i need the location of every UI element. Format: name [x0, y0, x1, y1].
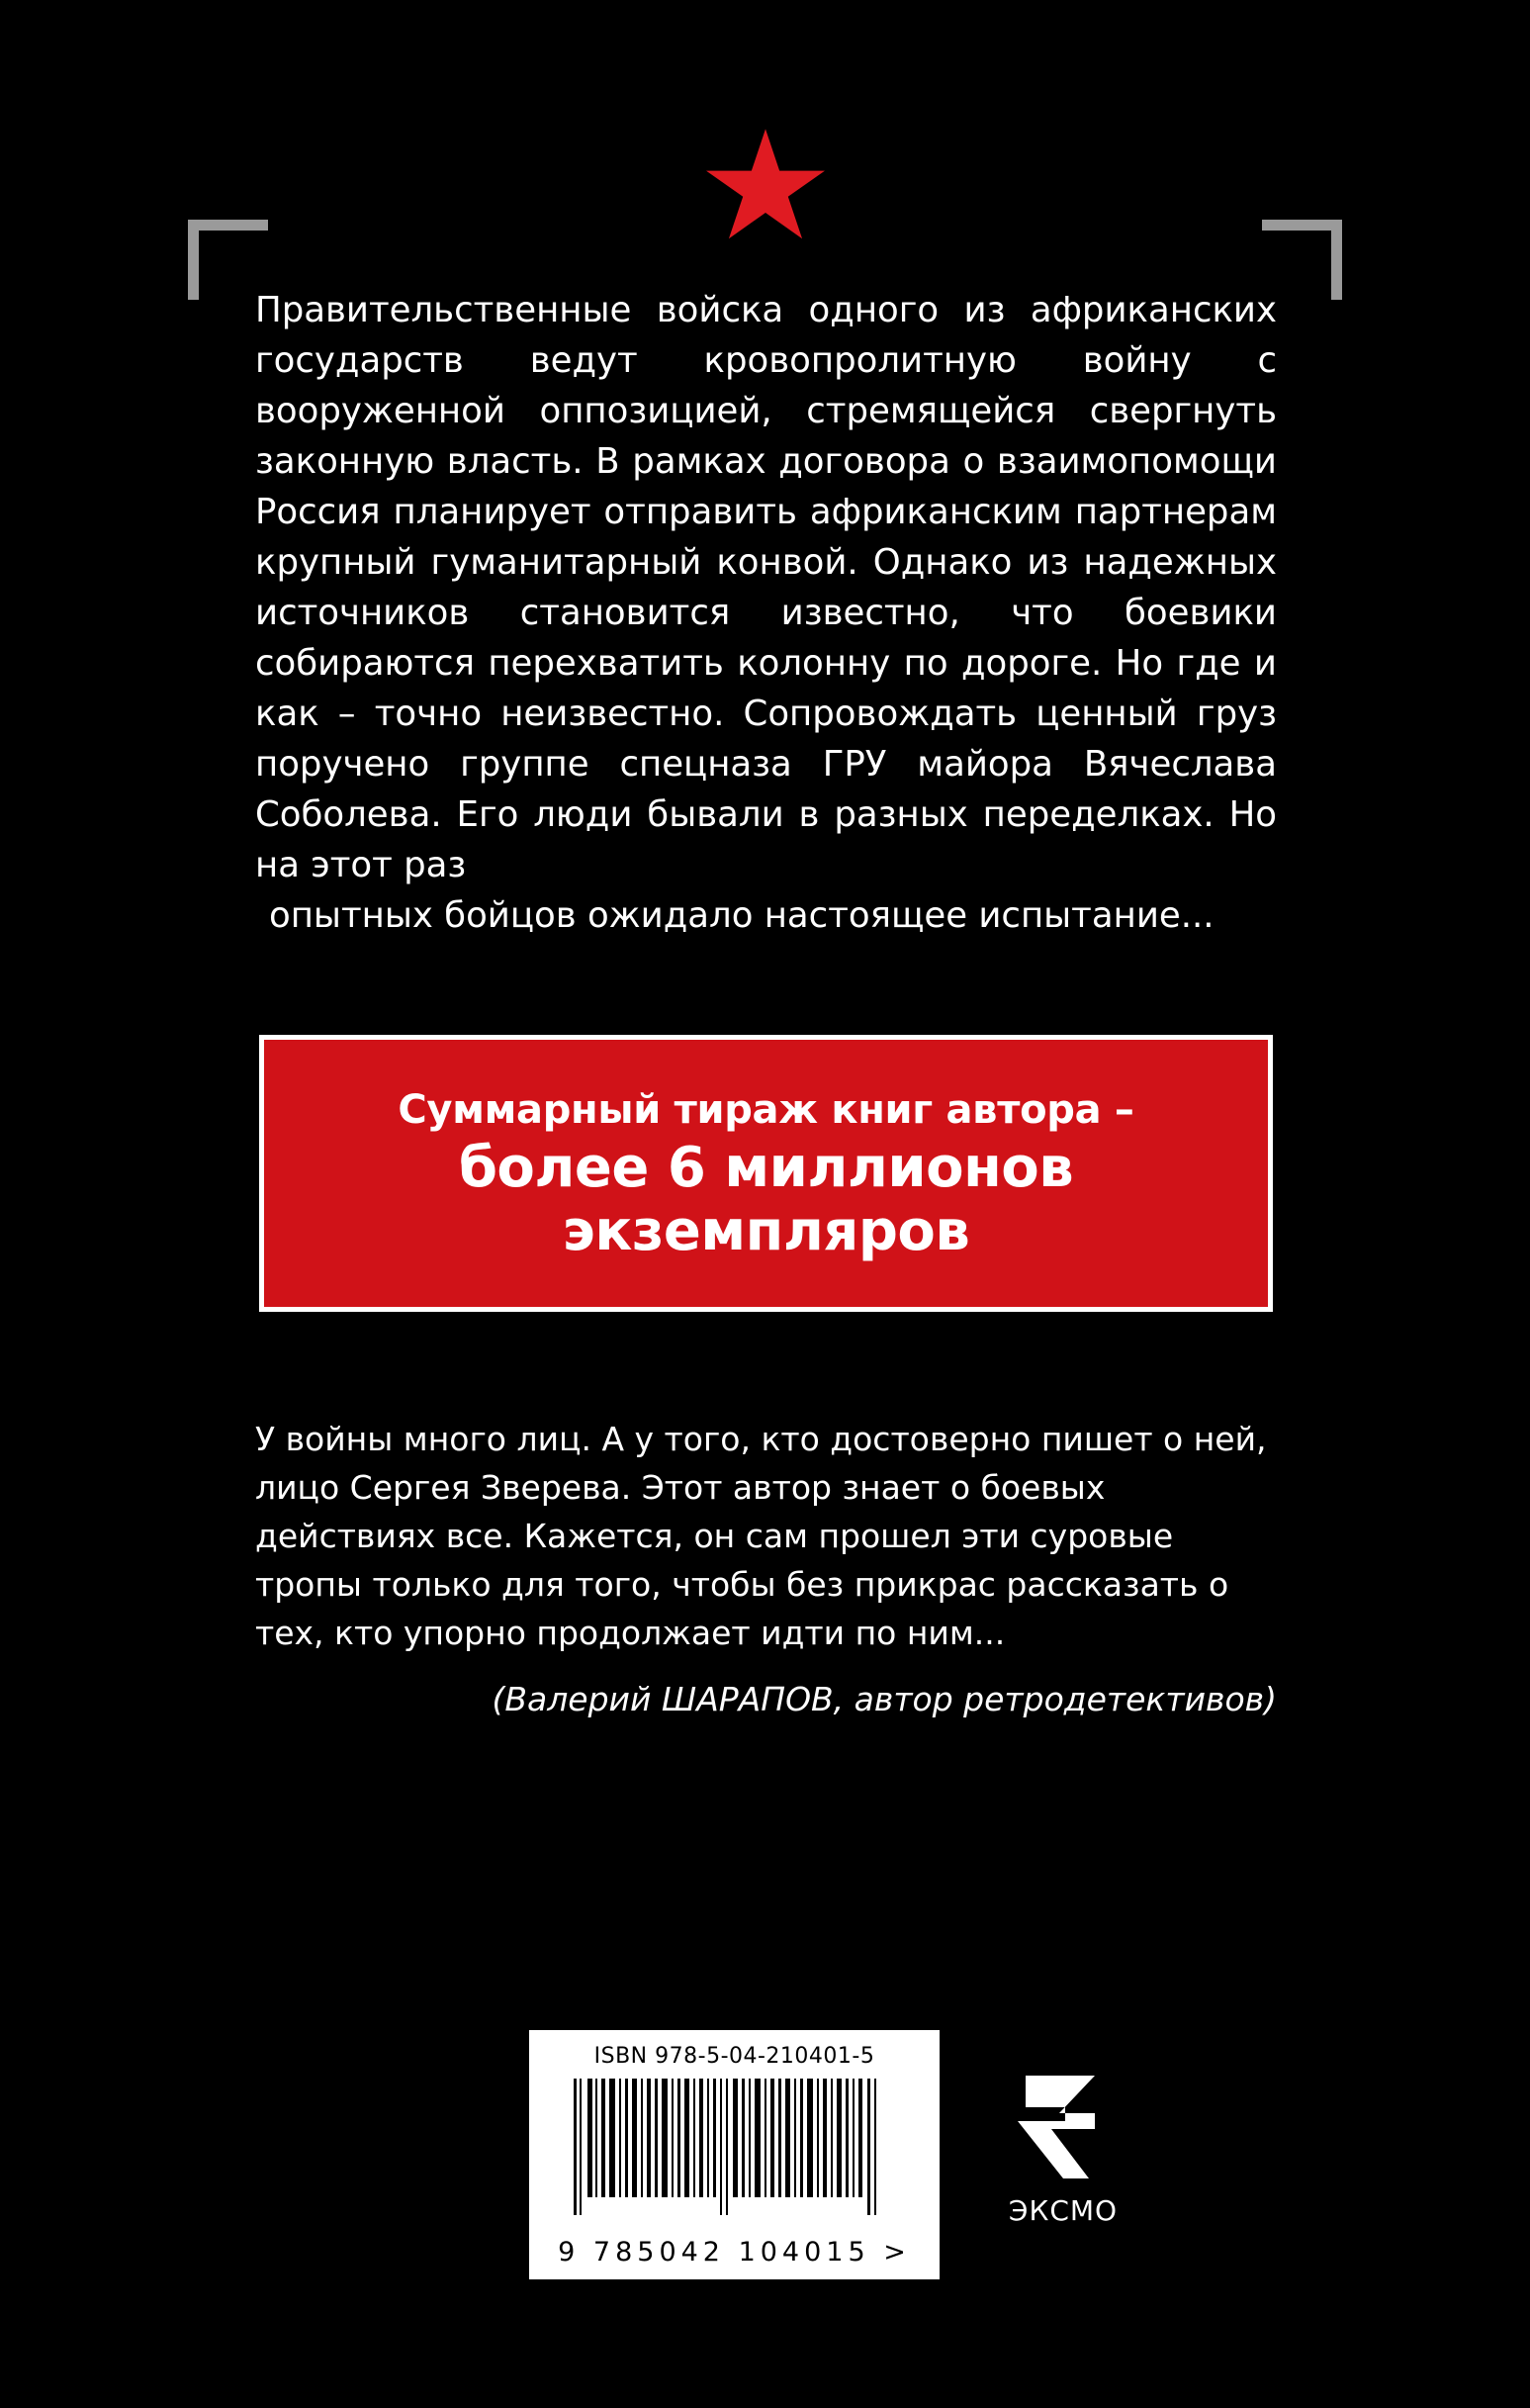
blurb-paragraph: Правительственные войска одного из африканских государств ведут кровопролитную войну с вооруженной оппозицией, стремящейся свергнуть законную власть. В рамках договора о взаимопомощи Россия планирует отправить африканским партнерам крупный гуманитарный конвой. Однако из надежных источников становится известно, что боевики собираются перехватить колонну по дороге. Но где и как – точно неизвестно. Сопровождать ценный груз поручено группе спецназа ГРУ майора Вячеслава Соболева. Его люди бывали в разных переделках. Но на этот раз: [255, 290, 1277, 885]
barcode-block: [529, 2030, 940, 2279]
blurb-paragraph-last: опытных бойцов ожидало настоящее испытание...: [269, 895, 1215, 936]
isbn-text: ISBN 978-5-04-210401-5: [593, 2044, 875, 2069]
promo-line-3: экземпляров: [562, 1199, 970, 1263]
publisher-name: ЭКСМО: [1008, 2194, 1119, 2227]
eksmo-logo-icon: [964, 2068, 1162, 2186]
publisher-logo: [964, 2068, 1162, 2256]
quote-text: У войны много лиц. А у того, кто достоверно пишет о ней, лицо Сергея Зверева. Этот автор знает о боевых действиях все. Кажется, он сам прошел эти суровые тропы только для того, чтобы без прикрас рассказать о тех, кто упорно продолжает идти по ним...: [255, 1420, 1267, 1652]
barcode-bars-icon: [572, 2079, 898, 2215]
promo-line-1: Суммарный тираж книг автора –: [398, 1087, 1134, 1133]
red-star-icon: [706, 129, 825, 243]
promo-box: [259, 1035, 1273, 1312]
review-quote: [255, 1415, 1277, 1723]
quote-attribution: (Валерий ШАРАПОВ, автор ретродетективов): [492, 1680, 1277, 1718]
promo-line-2: более 6 миллионов: [458, 1136, 1074, 1200]
blurb-text: [255, 285, 1277, 941]
barcode-digits: 9 785042 104015 >: [558, 2237, 911, 2268]
